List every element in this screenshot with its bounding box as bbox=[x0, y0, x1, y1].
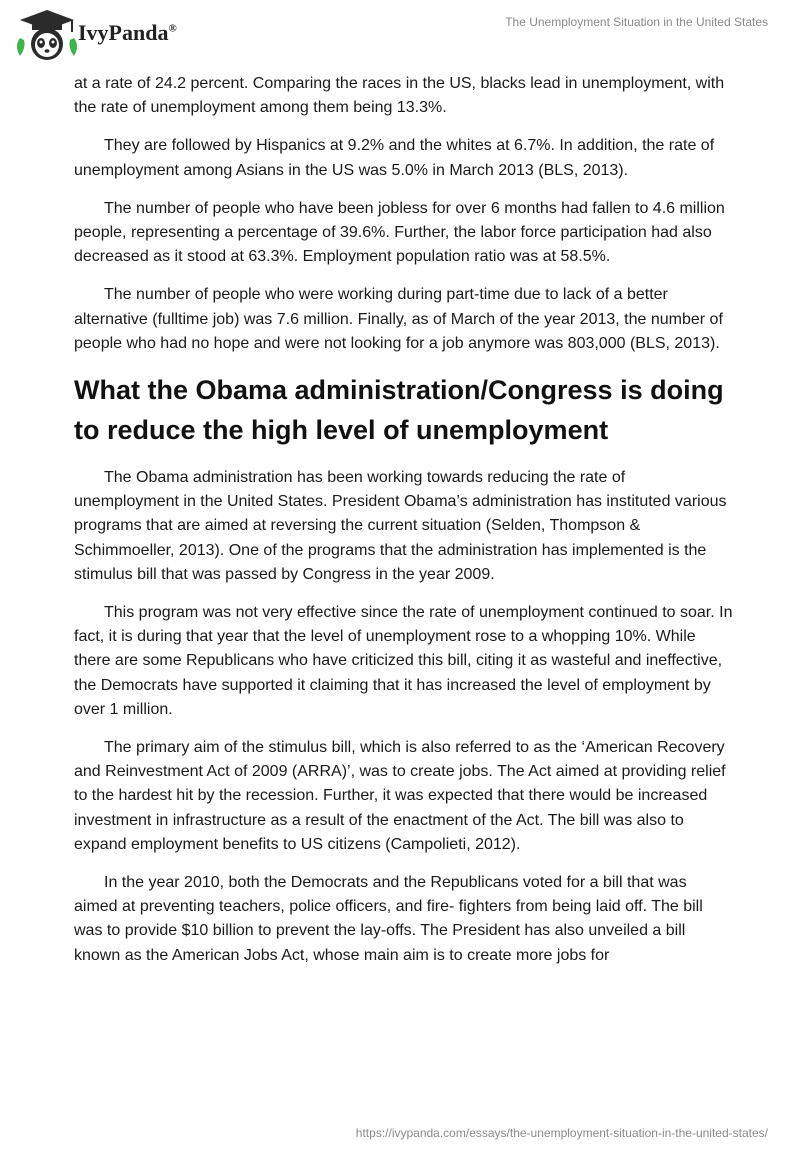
paragraph: They are followed by Hispanics at 9.2% and the whites at 6.7%. In addition, the rate of unemployment among Asians in the US was 5.0% in March 2013 (BLS, 2013). bbox=[74, 137, 715, 179]
document-title: The Unemployment Situation in the United States bbox=[505, 15, 768, 29]
paragraph: at a rate of 24.2 percent. Comparing the races in the US, blacks lead in unemployment, with the rate of unemployment among them being 13.3%. bbox=[74, 75, 725, 117]
paragraph: The Obama administration has been working towards reducing the rate of unemployment in the United States. President Obama’s administration has instituted various programs that are aimed at reversing the current situation (Selden, Thompson & Schimmoeller, 2013). One of the programs that the administration has implemented is the stimulus bill that was passed by Congress in the year 2009. bbox=[74, 469, 727, 583]
page-header bbox=[0, 0, 800, 70]
paragraph: The primary aim of the stimulus bill, which is also referred to as the ‘American Recovery and Reinvestment Act of 2009 (ARRA)’, was to create jobs. The Act aimed at providing relief to the hardest hit by the recession. Further, it was expected that there would be increased investment in infrastructure as a result of the enactment of the Act. The bill was also to expand employment benefits to US citizens (Campolieti, 2012). bbox=[74, 739, 726, 853]
panda-logo-icon[interactable] bbox=[12, 8, 82, 64]
brand-name[interactable]: IvyPanda® bbox=[78, 20, 177, 45]
article-body bbox=[74, 72, 734, 982]
paragraph: This program was not very effective since the rate of unemployment continued to soar. In fact, it is during that year that the level of unemployment rose to a whopping 10%. While there are some Republicans who have criticized this bill, citing it as wasteful and ineffective, the Democrats have supported it claiming that it has increased the level of employment by over 1 million. bbox=[74, 604, 733, 718]
paragraph: In the year 2010, both the Democrats and the Republicans voted for a bill that was aimed at preventing teachers, police officers, and fire- fighters from being laid off. The bill was to provide $10 billion to prevent the lay-offs. The President has also unveiled a bill known as the American Jobs Act, whose main aim is to create more jobs for bbox=[74, 874, 703, 964]
section-heading: What the Obama administration/Congress is doing to reduce the high level of unemployment bbox=[74, 375, 724, 446]
paragraph: The number of people who have been jobless for over 6 months had fallen to 4.6 million people, representing a percentage of 39.6%. Further, the labor force participation had also decreased as it stood at 63.3%. Employment population ratio was at 58.5%. bbox=[74, 199, 725, 266]
source-url-link[interactable]: https://ivypanda.com/essays/the-unemployment-situation-in-the-united-states/ bbox=[355, 1126, 768, 1140]
paragraph: The number of people who were working during part-time due to lack of a better alternative (fulltime job) was 7.6 million. Finally, as of March of the year 2013, the number of people who had no hope and were not looking for a job anymore was 803,000 (BLS, 2013). bbox=[74, 286, 723, 352]
